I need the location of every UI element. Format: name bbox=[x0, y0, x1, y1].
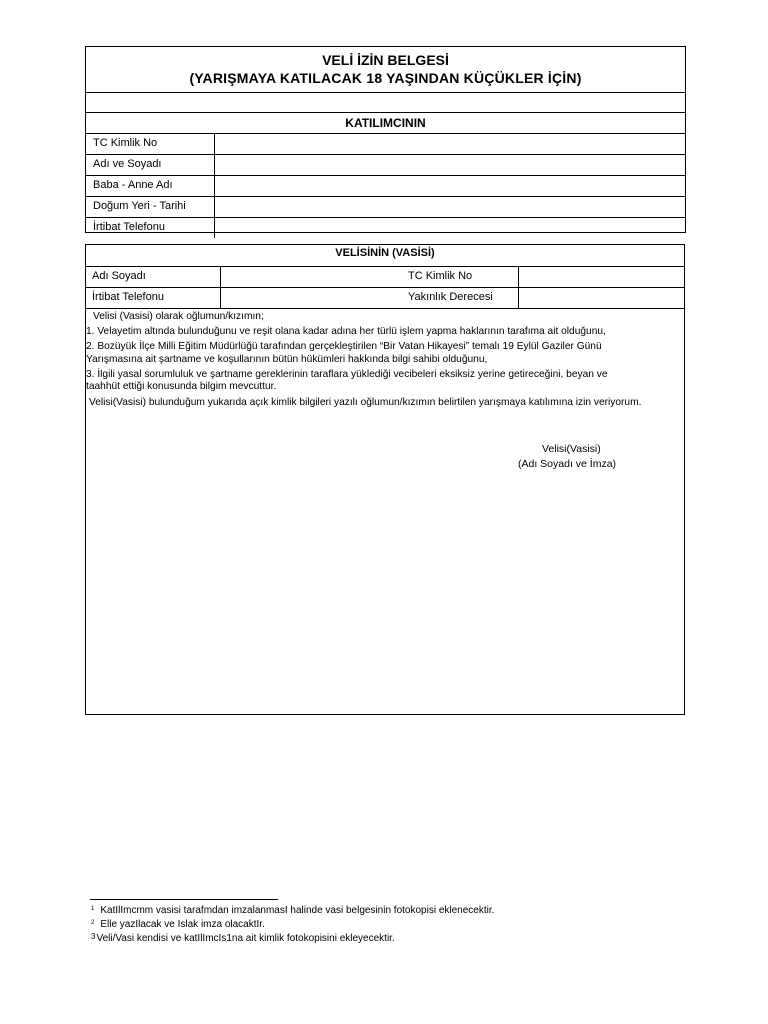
guardian-section bbox=[85, 244, 685, 715]
participant-row-parents bbox=[86, 176, 685, 197]
participant-row-birth bbox=[86, 197, 685, 218]
footnote bbox=[91, 919, 265, 930]
footnote bbox=[91, 933, 395, 944]
field-label: TC Kimlik No bbox=[408, 270, 473, 282]
footnote-text: KatIlImcmm vasisi tarafmdan imzalanmasI halinde vasi belgesinin fotokopisi eklenecektir. bbox=[100, 905, 495, 916]
footnote-text: Elle yazIlacak ve Islak imza olacaktIr. bbox=[100, 919, 265, 930]
participant-row-phone bbox=[86, 218, 685, 238]
field-label: İrtibat Telefonu bbox=[86, 288, 221, 308]
declaration-item: 2. Bozüyük İlçe Milli Eğitim Müdürlüğü tarafından gerçekleştirilen “Bir Vatan Hikayesi” temalı 19 Eylül Gaziler Günü bbox=[86, 341, 602, 352]
participant-heading: KATILIMCININ bbox=[86, 113, 685, 134]
field-label: TC Kimlik No bbox=[86, 134, 215, 154]
field-label: Doğum Yeri - Tarihi bbox=[86, 197, 215, 217]
footnote-mark: 3 bbox=[91, 932, 96, 941]
field-label: Yakınlık Derecesi bbox=[408, 291, 493, 303]
footnote-mark: 1 bbox=[91, 906, 95, 912]
declaration-intro: Velisi (Vasisi) olarak oğlumun/kızımın; bbox=[93, 311, 264, 322]
field-label: İrtibat Telefonu bbox=[86, 218, 215, 238]
relationship-field[interactable] bbox=[519, 288, 684, 308]
field-label: Adı ve Soyadı bbox=[86, 155, 215, 175]
participant-row-tc bbox=[86, 134, 685, 155]
name-field[interactable] bbox=[215, 155, 685, 175]
field-label: Adı Soyadı bbox=[86, 267, 221, 287]
guardian-name-field[interactable] bbox=[221, 267, 519, 287]
footnote-text: Veli/Vasi kendisi ve katIlImcIs1na ait kimlik fotokopisini ekleyecektir. bbox=[96, 933, 395, 944]
declaration-item: Yarışmasına ait şartname ve koşullarının bütün hükümleri hakkında bilgi sahibi olduğunu, bbox=[86, 354, 488, 365]
birth-place-date-field[interactable] bbox=[215, 197, 685, 217]
blank-row bbox=[86, 93, 685, 113]
guardian-phone-field[interactable] bbox=[221, 288, 519, 308]
parents-name-field[interactable] bbox=[215, 176, 685, 196]
document-header bbox=[86, 47, 685, 93]
guardian-row-1 bbox=[86, 267, 684, 288]
guardian-heading: VELİSİNİN (VASİSİ) bbox=[86, 245, 684, 267]
participant-section bbox=[85, 46, 686, 233]
field-label: Baba - Anne Adı bbox=[86, 176, 215, 196]
declaration-item: taahhüt ettiği konusunda bilgim mevcuttur. bbox=[86, 381, 277, 392]
participant-row-name bbox=[86, 155, 685, 176]
footnote-mark: 2 bbox=[91, 920, 95, 926]
footnote bbox=[91, 905, 494, 916]
footnote-separator bbox=[90, 899, 278, 900]
guardian-tc-field[interactable] bbox=[519, 267, 684, 287]
tc-kimlik-field[interactable] bbox=[215, 134, 685, 154]
phone-field[interactable] bbox=[215, 218, 685, 238]
signature-title: Velisi(Vasisi) bbox=[542, 443, 601, 455]
declaration-item: 1. Velayetim altında bulunduğunu ve reşit olana kadar adına her türlü işlem yapma haklarının tarafıma ait olduğunu, bbox=[86, 326, 606, 337]
document-title: VELİ İZİN BELGESİ bbox=[322, 52, 449, 68]
declaration-item: 3. İlgili yasal sorumluluk ve şartname gereklerinin taraflara yüklediği vecibeleri eksiksiz yerine getireceğini, beyan ve bbox=[86, 369, 608, 380]
document-subtitle: (YARIŞMAYA KATILACAK 18 YAŞINDAN KÜÇÜKLER İÇİN) bbox=[189, 70, 582, 86]
signature-subtitle: (Adı Soyadı ve İmza) bbox=[518, 458, 617, 470]
guardian-row-2 bbox=[86, 288, 684, 309]
consent-statement: Velisi(Vasisi) bulunduğum yukarıda açık kimlik bilgileri yazılı oğlumun/kızımın belirtilen yarışmaya katılımına izin veriyorum. bbox=[89, 397, 642, 408]
